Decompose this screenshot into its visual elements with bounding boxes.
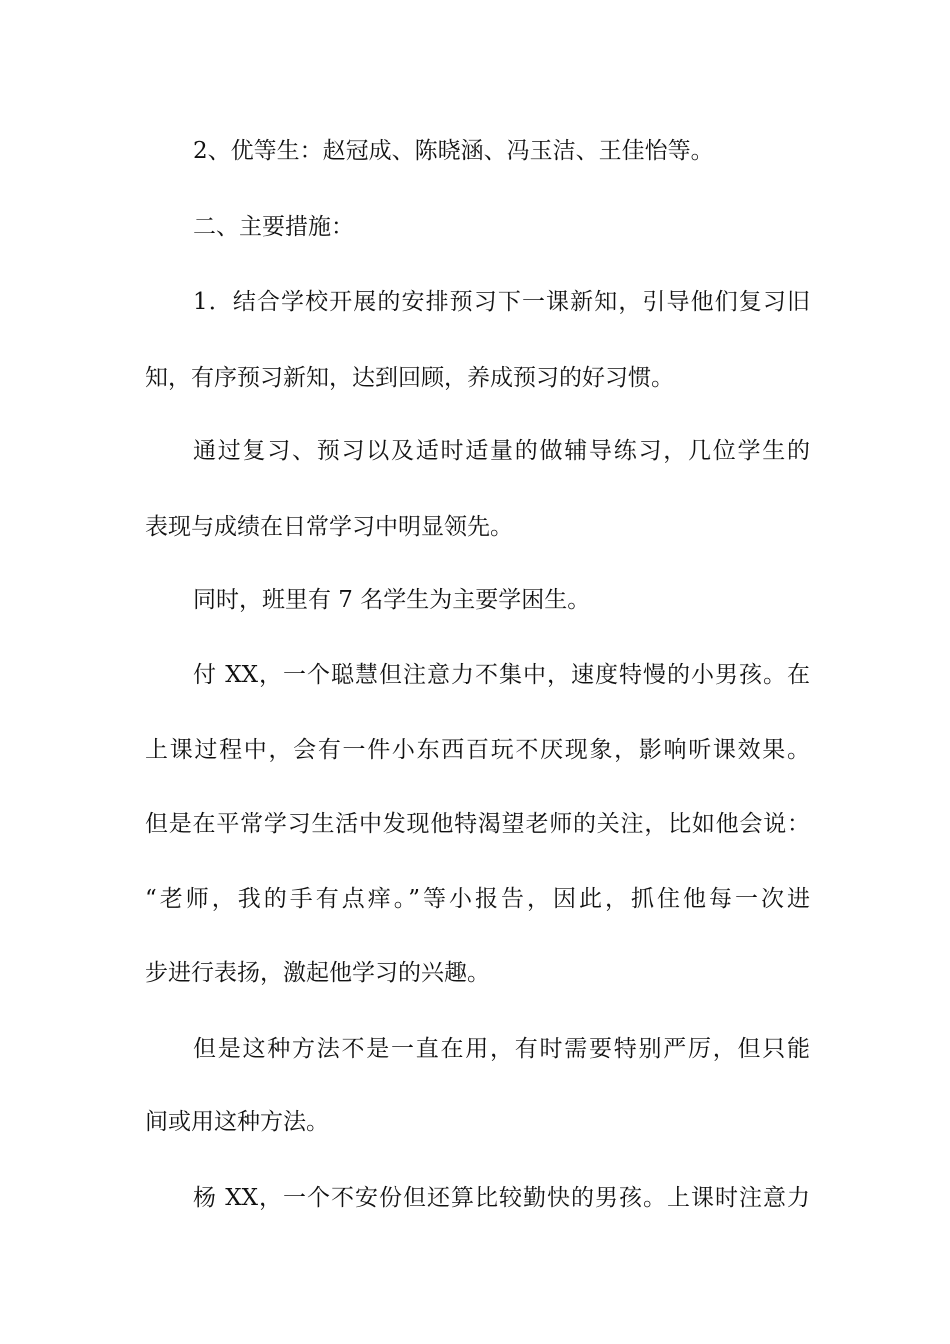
text-line: 但是在平常学习生活中发现他特渴望老师的关注，比如他会说：	[145, 811, 810, 837]
text-line: 步进行表扬，激起他学习的兴趣。	[145, 960, 490, 986]
text-line: 上课过程中，会有一件小东西百玩不厌现象，影响听课效果。	[145, 737, 810, 763]
text-line: 表现与成绩在日常学习中明显领先。	[145, 514, 513, 540]
section-heading: 二、主要措施：	[193, 214, 354, 240]
text-line: 付 XX，一个聪慧但注意力不集中，速度特慢的小男孩。在	[193, 662, 810, 688]
text-line: 通过复习、预习以及适时适量的做辅导练习，几位学生的	[193, 438, 810, 464]
text-line: 2、优等生：赵冠成、陈晓涵、冯玉洁、王佳怡等。	[193, 138, 714, 164]
text-line: 知，有序预习新知，达到回顾，养成预习的好习惯。	[145, 365, 674, 391]
text-line: 间或用这种方法。	[145, 1109, 329, 1135]
text-line: “老师，我的手有点痒。”等小报告，因此，抓住他每一次进	[145, 886, 810, 912]
text-line: 同时，班里有 7 名学生为主要学困生。	[193, 587, 591, 613]
text-line: 1．结合学校开展的安排预习下一课新知，引导他们复习旧	[193, 289, 810, 315]
text-line: 但是这种方法不是一直在用，有时需要特别严厉，但只能	[193, 1036, 810, 1062]
text-line: 杨 XX，一个不安份但还算比较勤快的男孩。上课时注意力	[193, 1185, 810, 1211]
